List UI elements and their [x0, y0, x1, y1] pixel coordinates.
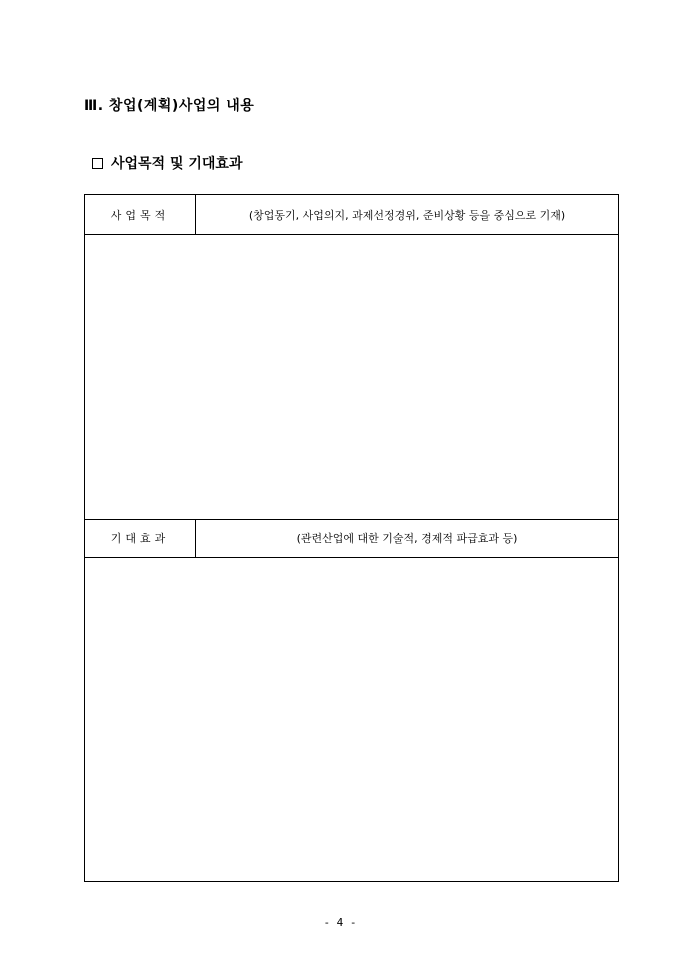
expected-effect-label: 기대효과 — [85, 520, 196, 557]
table-row-effect-header — [85, 520, 619, 557]
expected-effect-content-area[interactable] — [85, 557, 619, 881]
subsection-title: 사업목적 및 기대효과 — [111, 156, 243, 172]
empty-square-icon — [92, 158, 103, 169]
purpose-hint: (창업동기, 사업의지, 과제선정경위, 준비상황 등을 중심으로 기재) — [196, 195, 619, 235]
table-row-effect-body — [85, 557, 619, 881]
subsection-heading — [92, 153, 242, 173]
table-row-purpose-body — [85, 235, 619, 520]
page-number: - 4 - — [323, 916, 357, 929]
business-plan-form-table — [84, 194, 619, 882]
section-title: Ⅲ. 창업(계획)사업의 내용 — [84, 98, 255, 114]
purpose-content-area[interactable] — [85, 235, 619, 520]
purpose-label: 사업목적 — [85, 195, 196, 235]
table-row-purpose-header — [85, 195, 619, 235]
expected-effect-hint: (관련산업에 대한 기술적, 경제적 파급효과 등) — [196, 520, 619, 557]
